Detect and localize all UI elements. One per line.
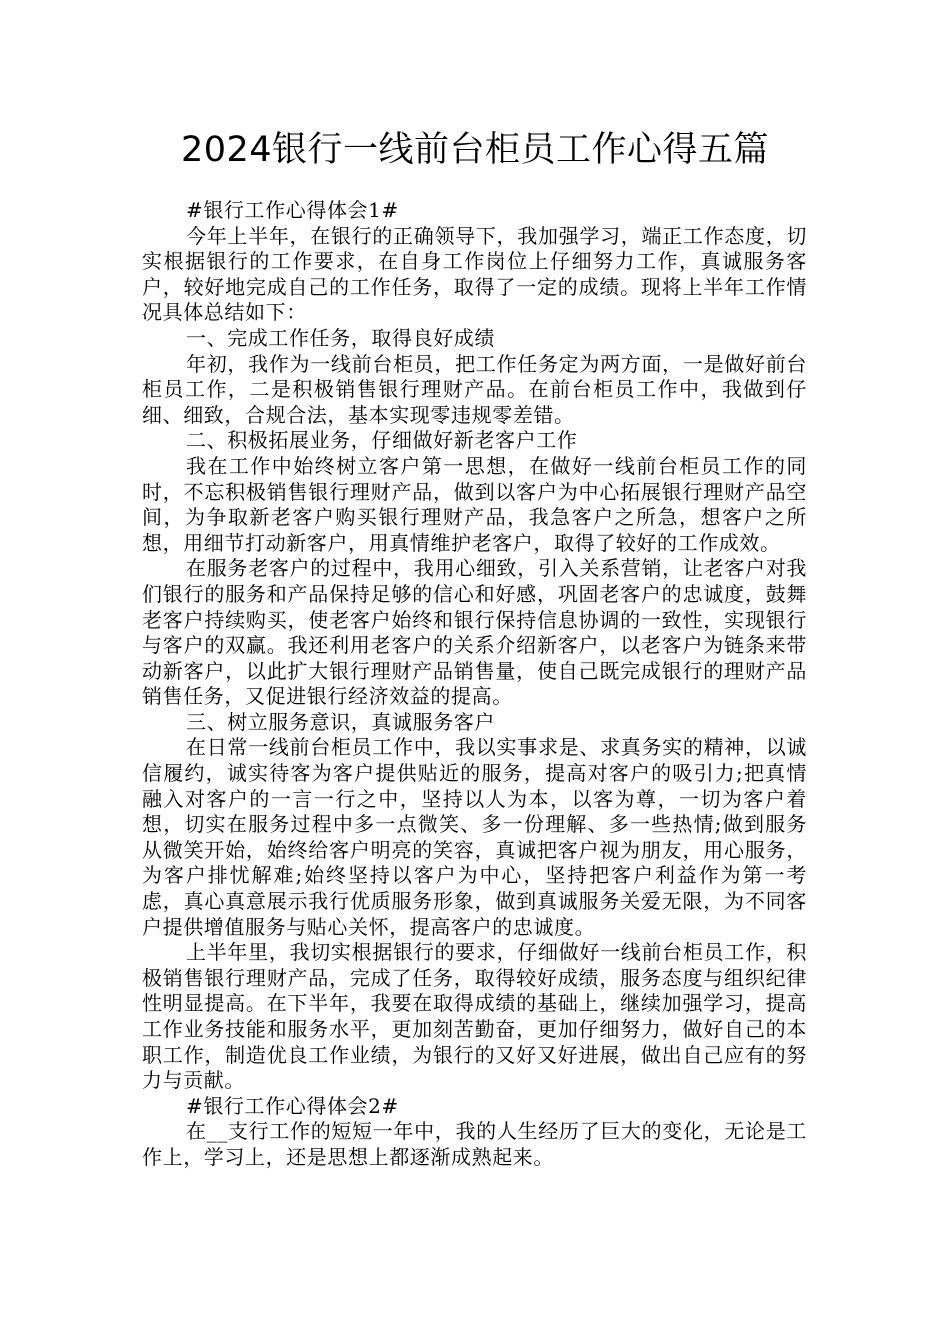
paragraph: 在服务老客户的过程中，我用心细致，引入关系营销，让老客户对我们银行的服务和产品保持足够的信心和好感，巩固老客户的忠诚度，鼓舞老客户持续购买，使老客户始终和银行保持信息协调的一致性，实现银行与客户的双赢。我还利用老客户的关系介绍新客户，以老客户为链条来带动新客户，以此扩大银行理财产品销售量，使自己既完成银行的理财产品销售任务，又促进银行经济效益的提高。 bbox=[142, 556, 807, 709]
paragraph: 上半年里，我切实根据银行的要求，仔细做好一线前台柜员工作，积极销售银行理财产品，完成了任务，取得较好成绩，服务态度与组织纪律性明显提高。在下半年，我要在取得成绩的基础上，继续加强学习，提高工作业务技能和服务水平，更加刻苦勤奋，更加仔细努力，做好自己的本职工作，制造优良工作业绩，为银行的又好又好进展，做出自己应有的努力与贡献。 bbox=[142, 940, 807, 1093]
subheading: 三、树立服务意识，真诚服务客户 bbox=[186, 709, 495, 734]
subheading: 一、完成工作任务，取得良好成绩 bbox=[186, 325, 495, 350]
paragraph: 在日常一线前台柜员工作中，我以实事求是、求真务实的精神，以诚信履约，诚实待客为客户提供贴近的服务，提高对客户的吸引力;把真情融入对客户的一言一行之中，坚持以人为本，以客为尊，一切为客户着想，切实在服务过程中多一点微笑、多一份理解、多一些热情;做到服务从微笑开始，始终给客户明亮的笑容，真诚把客户视为朋友，用心服务，为客户排忧解难;始终坚持以客户为中心，坚持把客户利益作为第一考虑，真心真意展示我行优质服务形象，做到真诚服务关爱无限，为不同客户提供增值服务与贴心关怀，提高客户的忠诚度。 bbox=[142, 735, 807, 939]
document-body bbox=[142, 198, 807, 1171]
document-title: 2024银行一线前台柜员工作心得五篇 bbox=[180, 130, 770, 170]
paragraph: 今年上半年，在银行的正确领导下，我加强学习，端正工作态度，切实根据银行的工作要求，在自身工作岗位上仔细努力工作，真诚服务客户，较好地完成自己的工作任务，取得了一定的成绩。现将上半年工作情况具体总结如下： bbox=[142, 223, 807, 325]
paragraph: 我在工作中始终树立客户第一思想，在做好一线前台柜员工作的同时，不忘积极销售银行理财产品，做到以客户为中心拓展银行理财产品空间，为争取新老客户购买银行理财产品，我急客户之所急，想客户之所想，用细节打动新客户，用真情维护老客户，取得了较好的工作成效。 bbox=[142, 453, 807, 555]
subheading: 二、积极拓展业务，仔细做好新老客户工作 bbox=[186, 428, 578, 453]
paragraph: 年初，我作为一线前台柜员，把工作任务定为两方面，一是做好前台柜员工作，二是积极销售银行理财产品。在前台柜员工作中，我做到仔细、细致，合规合法，基本实现零违规零差错。 bbox=[142, 351, 807, 427]
paragraph: 在__支行工作的短短一年中，我的人生经历了巨大的变化，无论是工作上，学习上，还是思想上都逐渐成熟起来。 bbox=[142, 1119, 807, 1169]
section-heading-2: #银行工作心得体会2# bbox=[186, 1093, 399, 1118]
section-heading-1: #银行工作心得体会1# bbox=[186, 198, 399, 222]
